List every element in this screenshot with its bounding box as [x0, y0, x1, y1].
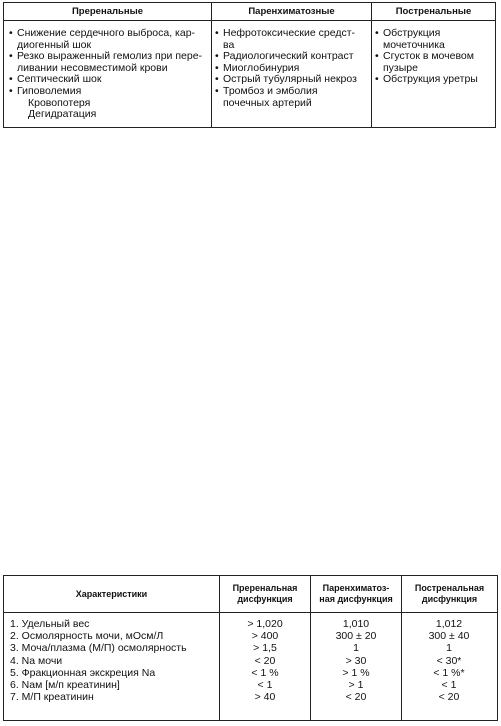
table-row	[4, 642, 497, 654]
bullet-icon: •	[9, 27, 13, 39]
column-divider	[371, 3, 372, 127]
table-row	[4, 691, 497, 703]
cause-item	[215, 86, 369, 109]
row-value: < 1	[441, 678, 457, 691]
cause-text: Снижение сердечного выброса, кар-	[17, 27, 196, 39]
cause-text: Миоглобинурия	[223, 61, 300, 74]
cause-text: Обструкция уретры	[383, 73, 478, 86]
diagnostic-criteria-table	[3, 575, 498, 721]
cause-item	[375, 28, 493, 51]
bullet-icon: •	[215, 27, 219, 39]
cause-text: почечных артерий	[223, 96, 312, 109]
table-row	[4, 667, 497, 679]
row-value: < 1 %	[251, 666, 279, 679]
row-label: 4. Na мочи	[10, 654, 63, 667]
bullet-icon: •	[215, 61, 219, 74]
cause-text: Септический шок	[17, 73, 102, 86]
cause-item	[9, 86, 209, 98]
cause-item	[375, 51, 493, 74]
row-value: 300 ± 20	[335, 630, 377, 643]
cause-item	[9, 51, 209, 74]
row-value: > 1,020	[247, 618, 283, 630]
row-value: 300 ± 40	[428, 630, 470, 643]
cause-text: Тромбоз и эмболия	[223, 84, 318, 97]
bullet-icon: •	[215, 73, 219, 86]
row-value: < 20	[345, 691, 367, 704]
postrenal-causes	[375, 28, 493, 86]
header-parenchymal-dysfunction: Паренхиматоз- ная дисфункция	[319, 583, 393, 604]
table-row	[4, 679, 497, 691]
cause-subitem: Дегидратация	[28, 108, 97, 121]
header-prerenal-dysfunction: Преренальная дисфункция	[232, 583, 298, 604]
row-label: 1. Удельный вес	[10, 618, 90, 630]
row-label: 7. М/П креатинин	[10, 691, 94, 704]
cause-text: пузыре	[383, 61, 418, 74]
cause-text: Гиповолемия	[17, 84, 82, 97]
row-value: > 1 %	[342, 666, 370, 679]
cause-item	[375, 74, 493, 86]
row-value: < 1	[257, 678, 273, 691]
header-postrenal-dysfunction: Постренальная дисфункция	[414, 583, 485, 604]
table-row	[4, 655, 497, 667]
criteria-rows	[4, 618, 497, 703]
row-value: > 400	[251, 630, 279, 643]
row-value: < 20	[438, 691, 460, 704]
bullet-icon: •	[9, 50, 13, 63]
row-value: < 30*	[436, 654, 462, 667]
table-row	[4, 630, 497, 642]
bullet-icon: •	[375, 50, 379, 63]
prerenal-causes	[9, 28, 209, 121]
cause-text: Радиологический контраст	[223, 50, 354, 63]
row-value: > 40	[254, 691, 276, 704]
row-label: 5. Фракционная экскреция Na	[10, 666, 156, 679]
row-label: 3. Моча/плазма (М/П) осмолярность	[10, 642, 187, 655]
row-label: 6. Naм [м/п креатинин]	[10, 678, 120, 691]
row-value: 1,010	[342, 618, 370, 630]
header-parenchymal: Паренхиматозные	[248, 6, 335, 17]
cause-subitem: Кровопотеря	[28, 96, 91, 109]
row-value: > 1,5	[253, 642, 277, 655]
bullet-icon: •	[375, 27, 379, 39]
header-characteristics: Характеристики	[75, 588, 148, 599]
cause-text: Нефротоксические средст-	[223, 27, 356, 39]
row-value: < 1 %*	[433, 666, 465, 679]
row-value: > 1	[348, 678, 364, 691]
row-value: > 30	[345, 654, 367, 667]
cause-text: Обструкция	[383, 27, 441, 39]
cause-text: Резко выраженный гемолиз при пере-	[17, 50, 203, 63]
cause-text: ва	[223, 38, 235, 51]
bullet-icon: •	[9, 73, 13, 86]
header-prerenal: Преренальные	[71, 6, 144, 17]
cause-text: Острый тубулярный некроз	[223, 73, 357, 86]
row-value: 1,012	[435, 618, 463, 630]
bullet-icon: •	[9, 84, 13, 97]
etiology-table	[3, 2, 496, 128]
row-value: 1	[446, 642, 452, 655]
cause-text: Сгусток в мочевом	[383, 50, 474, 63]
cause-item	[215, 28, 369, 51]
table-row	[4, 618, 497, 630]
row-value: 1	[353, 642, 359, 655]
column-divider	[211, 3, 212, 127]
bullet-icon: •	[375, 73, 379, 86]
cause-text: мочеточника	[383, 38, 445, 51]
header-postrenal: Постренальные	[395, 6, 472, 17]
cause-item	[9, 28, 209, 51]
parenchymal-causes	[215, 28, 369, 109]
cause-text: ливании несовместимой крови	[17, 61, 168, 74]
bullet-icon: •	[215, 50, 219, 63]
bullet-icon: •	[215, 84, 219, 97]
row-value: < 20	[254, 654, 276, 667]
cause-text: диогенный шок	[17, 38, 92, 51]
row-label: 2. Осмолярность мочи, мОсм/Л	[10, 630, 164, 643]
